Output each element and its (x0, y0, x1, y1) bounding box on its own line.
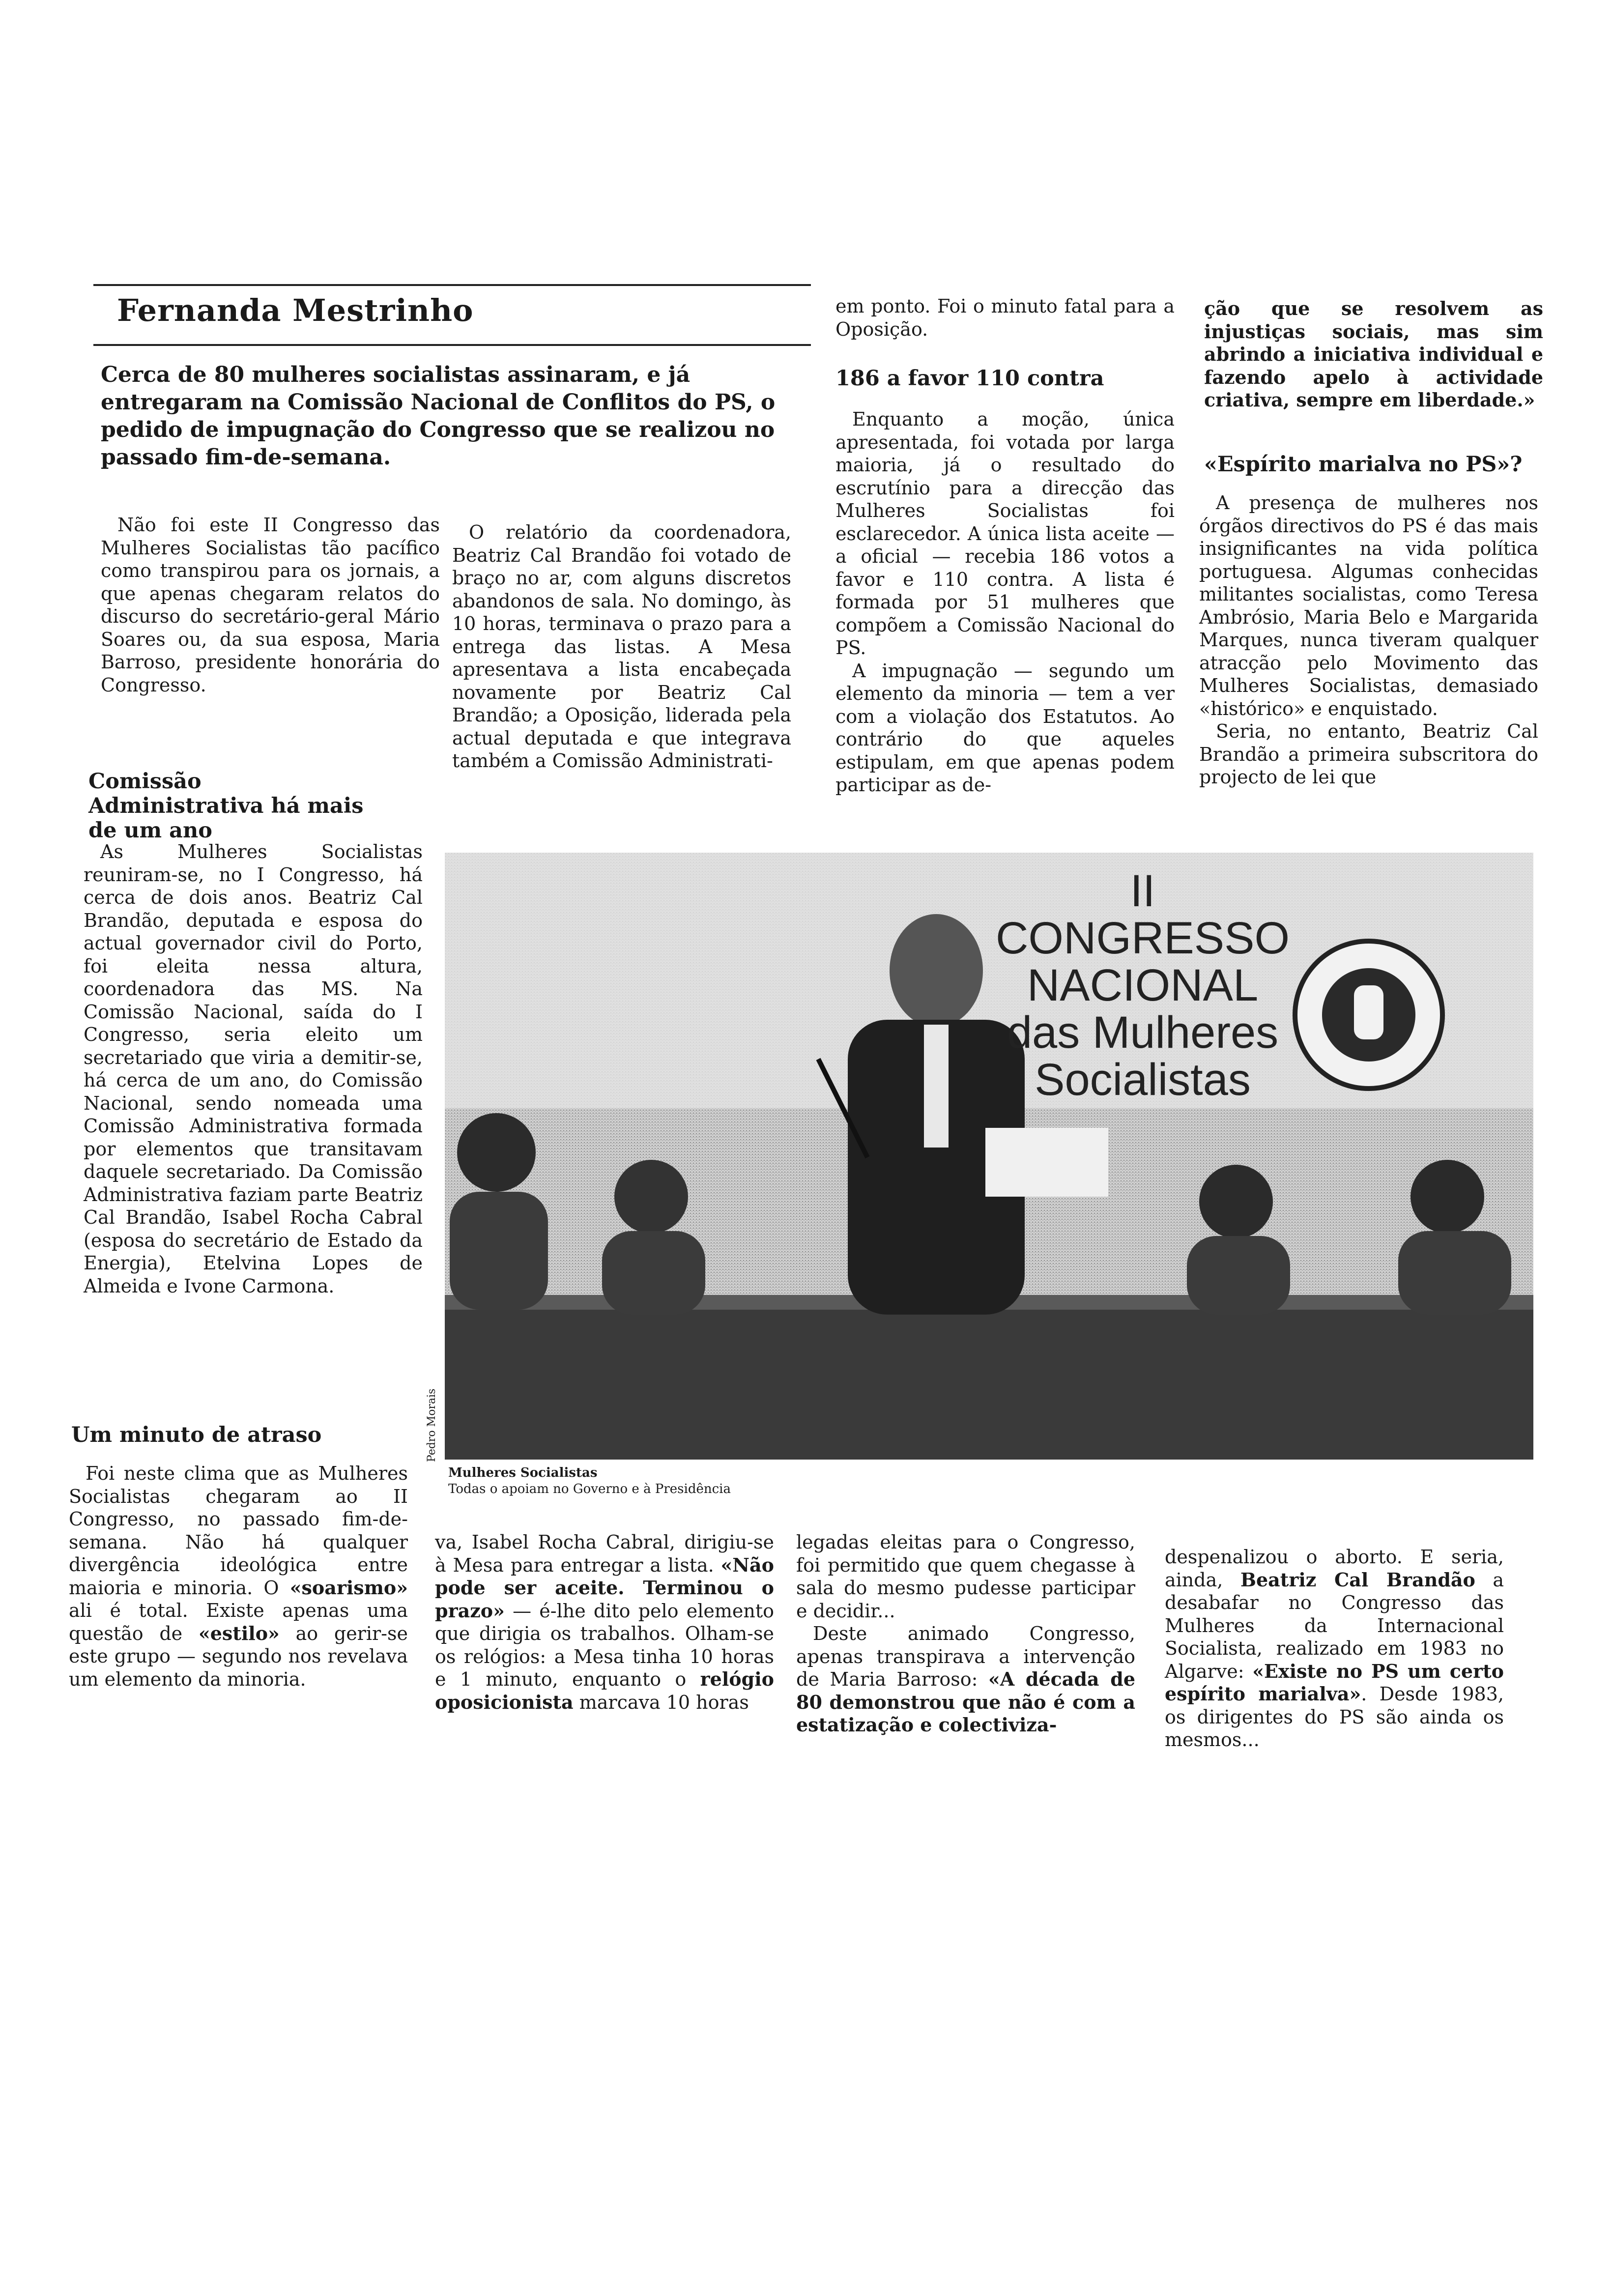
col3b-paragraph-2 (796, 1622, 1135, 1737)
banner-line-3: NACIONAL (1027, 960, 1259, 1010)
col4b-text-c: . Desde 1983, os dirigentes do PS são ainda os mesmos... (1165, 1683, 1504, 1751)
col3-paragraph-1: Enquanto a moção, única apresentada, foi votada por larga maioria, já o resultado do escrutínio para a direcção das Mulheres Socialistas foi esclarecedor. A única lista aceite — a oficial — recebia 186 votos a favor e 110 contra. A lista é formada por 51 mulheres que compõem a Comissão Nacional do PS. (835, 408, 1175, 659)
col1-p3-bold-soarismo: «soarismo» (289, 1576, 408, 1599)
congress-banner (966, 867, 1320, 1103)
subhead-comissao-administrativa: Comissão Administrativa há mais de um ano (88, 769, 364, 843)
photo-caption-text: Todas o apoiam no Governo e à Presidência (448, 1482, 731, 1496)
col4b-text-a: despenalizou o aborto. E seria, ainda, (1165, 1546, 1504, 1591)
col2b-bold-quote: «Não pode ser aceite. Terminou o prazo» (435, 1553, 774, 1622)
col3-continuation: em ponto. Foi o minuto fatal para a Oposição. (835, 295, 1175, 340)
congress-photo (445, 853, 1533, 1460)
col4b-text-b: a desabafar no Congresso das Mulheres da Internacional Socialista, realizado em 1983 no Algarve: (1165, 1569, 1504, 1682)
col1-p3-text-b: ali é total. Existe apenas uma questão de (69, 1600, 408, 1644)
photo-caption-title: Mulheres Socialistas (448, 1465, 598, 1480)
column-4-top (1204, 297, 1543, 412)
subhead-186-favor: 186 a favor 110 contra (835, 366, 1104, 391)
col2b-bold-relogio: relógio oposicionista (435, 1668, 774, 1713)
col1-p3-text-c: ao gerir-se este grupo — segundo nos revelava um elemento da minoria. (69, 1622, 408, 1690)
column-4 (1199, 491, 1538, 789)
col2b-text-c: marcava 10 horas (573, 1691, 749, 1713)
banner-line-2: CONGRESSO (995, 913, 1290, 963)
col4b-bold-name: Beatriz Cal Brandão (1240, 1568, 1475, 1591)
column-2 (452, 521, 791, 773)
col2b-text-a: va, Isabel Rocha Cabral, dirigiu-se à Mesa para entregar a lista. (435, 1531, 774, 1576)
header-rule-bottom (93, 344, 811, 346)
header-rule-top (93, 284, 811, 286)
col1-p3-bold-estilo: «estilo» (198, 1622, 280, 1644)
column-2-lower (435, 1531, 774, 1714)
col1-p3-text-a: Foi neste clima que as Mulheres Socialistas chegaram ao II Congresso, no passado fim-de-semana. Não há qualquer divergência ideológica entre maioria e minoria. O (69, 1463, 408, 1599)
col2b-paragraph (435, 1531, 774, 1714)
banner-line-1: II (1130, 866, 1155, 916)
col1-paragraph-1: Não foi este II Congresso das Mulheres Socialistas tão pacífico como transpirou para os jornais, a que apenas chegaram relatos do discurso do secretário-geral Mário Soares ou, da sua esposa, Maria Barroso, presidente honorária do Congresso. (101, 514, 440, 696)
banner-line-4: das Mulheres (1007, 1007, 1279, 1058)
col2-paragraph-1: O relatório da coordenadora, Beatriz Cal Brandão foi votado de braço no ar, com alguns discretos abandonos de sala. No domingo, às 10 horas, terminava o prazo para a entrega das listas. A Mesa apresentava a lista encabeçada novamente por Beatriz Cal Brandão; a Oposição, liderada pela actual deputada e que integrava também a Comissão Administrati- (452, 521, 791, 772)
column-3-top (835, 295, 1175, 341)
col4-paragraph-1: A presença de mulheres nos órgãos directivos do PS é das mais insignificantes na vida política portuguesa. Algumas conhecidas militantes socialistas, como Teresa Ambrósio, Maria Belo e Margarida Marques, nunca tiveram qualquer atracção pelo Movimento das Mulheres Socialistas, demasiado «histórico» e enquistado. (1199, 492, 1538, 719)
col1-paragraph-2: As Mulheres Socialistas reuniram-se, no I Congresso, há cerca de dois anos. Beatriz Cal Brandão, deputada e esposa do actual governador civil do Porto, foi eleita nessa altura, coordenadora das MS. Na Comissão Nacional, saída do I Congresso, seria eleito um secretariado que viria a demitir-se, há cerca de um ano, do Comissão Nacional, sendo nomeada uma Comissão Administrativa formada por elementos que transitavam daquele secretariado. Da Comissão Administrativa faziam parte Beatriz Cal Brandão, Isabel Rocha Cabral (esposa do secretário de Estado da Energia), Etelvina Lopes de Almeida e Ivone Carmona. (84, 841, 423, 1297)
column-4-lower (1165, 1546, 1504, 1751)
subhead-espirito-marialva: «Espírito marialva no PS»? (1204, 452, 1523, 477)
col3b-bold-quote: «A década de 80 demonstrou que não é com a estatização e colectiviza- (796, 1668, 1135, 1736)
photo-credit: Pedro Morais (426, 1388, 438, 1462)
col1-paragraph-3 (69, 1462, 408, 1691)
column-3 (835, 408, 1175, 797)
banner-line-5: Socialistas (1035, 1055, 1251, 1105)
col3b-paragraph-1: legadas eleitas para o Congresso, foi permitido que quem chegasse à sala do mesmo pudesse participar e decidir... (796, 1531, 1135, 1622)
col2b-text-b: — é-lhe dito pelo elemento que dirigia os trabalhos. Olham-se os relógios: a Mesa tinha 10 horas e 1 minuto, enquanto o (435, 1600, 774, 1690)
column-1 (101, 514, 440, 696)
subhead-um-minuto: Um minuto de atraso (71, 1423, 322, 1447)
column-3-lower (796, 1531, 1135, 1737)
column-1-lower (84, 840, 423, 1297)
byline: Fernanda Mestrinho (117, 292, 474, 328)
col4b-paragraph (1165, 1546, 1504, 1751)
col3b-text-a: Deste animado Congresso, apenas transpirava a intervenção de Maria Barroso: (796, 1623, 1135, 1690)
lead-paragraph: Cerca de 80 mulheres socialistas assinaram, e já entregaram na Comissão Nacional de Conflitos do PS, o pedido de impugnação do Congresso que se realizou no passado fim-de-semana. (101, 362, 776, 470)
col4b-bold-quote: «Existe no PS um certo espírito marialva» (1165, 1660, 1504, 1705)
column-1-bottom (69, 1462, 408, 1691)
col4-paragraph-2: Seria, no entanto, Beatriz Cal Brandão a primeira subscritora do projecto de lei que (1199, 720, 1538, 788)
col3-paragraph-2: A impugnação — segundo um elemento da minoria — tem a ver com a violação dos Estatutos. Ao contrário do que aqueles estipulam, em que apenas podem participar as de- (835, 660, 1175, 796)
col4-quote-continuation: ção que se resolvem as injustiças sociais, mas sim abrindo a iniciativa individual e fazendo apelo à actividade criativa, sempre em liberdade.» (1204, 297, 1543, 411)
